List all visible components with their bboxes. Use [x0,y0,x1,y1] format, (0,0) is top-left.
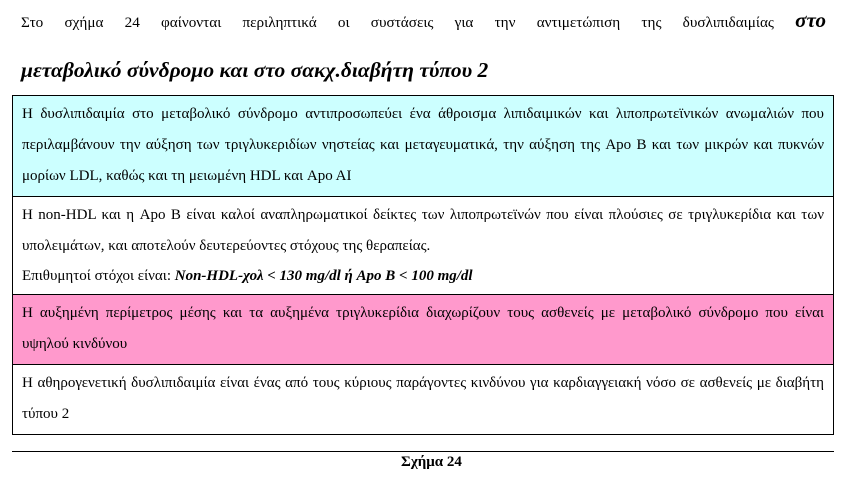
intro-line-1 [21,8,826,35]
figure-caption: Σχήμα 24 [401,454,462,470]
caption-rule [12,451,834,453]
table-row [13,365,834,435]
row-waist-triglycerides: Η αυξημένη περίμετρος μέσης και τα αυξημένα τριγλυκερίδια διαχωρίζουν τους ασθενείς με μεταβολικό σύνδρομο που είναι υψηλού κινδύνου [13,295,834,365]
intro-text: Στο σχήμα 24 φαίνονται περιληπτικά οι συστάσεις για την αντιμετώπιση της δυσλιπιδαιμίας [21,14,774,31]
recommendations-table [12,95,834,435]
intro-emphasis-start: στο [795,8,826,32]
table-row [13,295,834,365]
targets-label: Επιθυμητοί στόχοι είναι: [22,268,171,284]
table-row [13,96,834,197]
row-non-hdl-apob [13,197,834,295]
table-row [13,197,834,295]
row-non-hdl-text: Η non-HDL και η Apo B είναι καλοί αναπληρωματικοί δείκτες των λιποπρωτεϊνών που είναι πλούσιες σε τριγλυκερίδια και των υπολειμάτων, και αποτελούν δευτερεύοντες στόχους της θεραπείας. [22,207,824,254]
row-dyslipidemia-metabolic: Η δυσλιπιδαιμία στο μεταβολικό σύνδρομο αντιπροσωπεύει ένα άθροισμα λιπιδαιμικών και λιποπρωτεϊνικών ανωμαλιών που περιλαμβάνουν την αύξηση των τριγλυκεριδίων νηστείας και μεταγευματικά, την αύξηση της Apo B και των μικρών και πυκνών μορίων LDL, καθώς και τη μειωμένη HDL και Apo AI [13,96,834,197]
row-targets [22,262,824,290]
row-atherogenic: Η αθηρογενετική δυσλιπιδαιμία είναι ένας από τους κύριους παράγοντες κινδύνου για καρδιαγγειακή νόσο σε ασθενείς με διαβήτη τύπου 2 [13,365,834,435]
intro-line-2: μεταβολικό σύνδρομο και στο σακχ.διαβήτη τύπου 2 [21,58,489,82]
targets-value: Non-HDL-χολ < 130 mg/dl ή Apo B < 100 mg/dl [174,268,473,284]
